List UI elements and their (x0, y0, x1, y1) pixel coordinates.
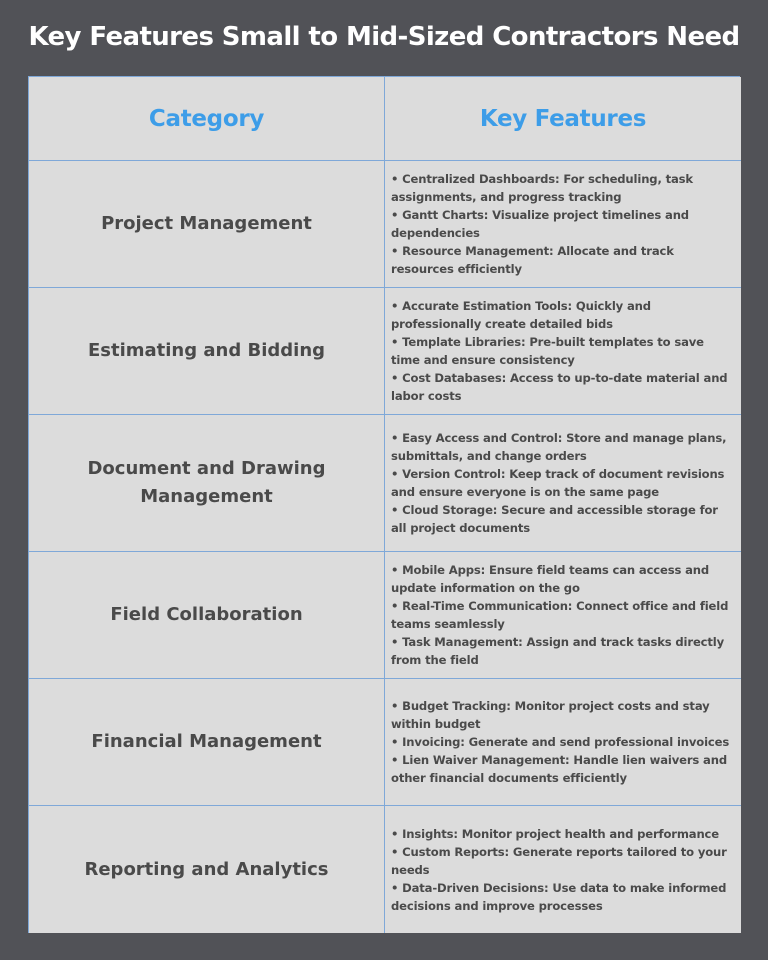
feature-item: • Custom Reports: Generate reports tailored to your needs (391, 844, 727, 877)
category-financial-management: Financial Management (29, 679, 385, 806)
features-financial-management (385, 679, 741, 806)
feature-item: • Accurate Estimation Tools: Quickly and professionally create detailed bids (391, 299, 651, 331)
feature-item: • Centralized Dashboards: For scheduling, task assignments, and progress tracking (391, 172, 693, 204)
feature-list (391, 561, 733, 669)
feature-item: • Data-Driven Decisions: Use data to make informed decisions and improve processes (391, 880, 727, 913)
feature-item: • Cloud Storage: Secure and accessible storage for all project documents (391, 503, 718, 535)
feature-item: • Real-Time Communication: Connect office and field teams seamlessly (391, 599, 729, 631)
feature-list (391, 697, 733, 787)
category-field-collaboration: Field Collaboration (29, 552, 385, 679)
feature-list (391, 429, 733, 537)
features-document-drawing (385, 415, 741, 552)
page-title: Key Features Small to Mid-Sized Contractors Need (28, 22, 740, 52)
features-field-collaboration (385, 552, 741, 679)
feature-item: • Mobile Apps: Ensure field teams can access and update information on the go (391, 563, 710, 595)
header-category: Category (29, 77, 385, 161)
category-project-management: Project Management (29, 161, 385, 288)
category-estimating-bidding: Estimating and Bidding (29, 288, 385, 415)
feature-list (391, 825, 733, 915)
feature-item: • Insights: Monitor project health and performance (391, 826, 719, 841)
category-document-drawing: Document and Drawing Management (29, 415, 385, 552)
feature-list (391, 297, 733, 405)
feature-item: • Cost Databases: Access to up-to-date material and labor costs (391, 371, 728, 403)
feature-item: • Invoicing: Generate and send professional invoices (391, 735, 730, 749)
features-reporting-analytics (385, 806, 741, 933)
feature-item: • Gantt Charts: Visualize project timelines and dependencies (391, 208, 689, 240)
feature-list (391, 170, 733, 278)
category-reporting-analytics: Reporting and Analytics (29, 806, 385, 933)
feature-item: • Version Control: Keep track of document revisions and ensure everyone is on the same page (391, 467, 725, 499)
features-project-management (385, 161, 741, 288)
features-table (28, 76, 740, 933)
feature-item: • Resource Management: Allocate and track resources efficiently (391, 244, 674, 276)
header-key-features: Key Features (385, 77, 741, 161)
feature-item: • Template Libraries: Pre-built templates to save time and ensure consistency (391, 335, 704, 367)
feature-item: • Task Management: Assign and track tasks directly from the field (391, 635, 725, 667)
features-estimating-bidding (385, 288, 741, 415)
feature-item: • Budget Tracking: Monitor project costs and stay within budget (391, 699, 710, 731)
feature-item: • Easy Access and Control: Store and manage plans, submittals, and change orders (391, 431, 727, 463)
feature-item: • Lien Waiver Management: Handle lien waivers and other financial documents efficiently (391, 753, 727, 785)
